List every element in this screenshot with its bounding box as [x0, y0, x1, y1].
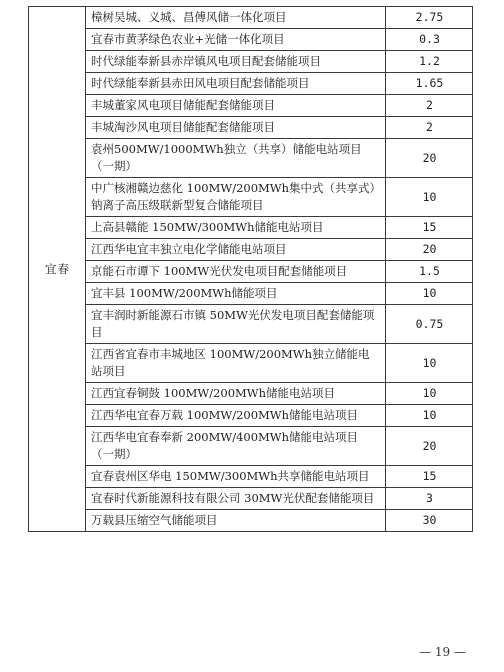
project-name-cell: 宜丰县 100MW/200MWh储能项目: [86, 283, 386, 305]
capacity-value-cell: 2: [386, 117, 473, 139]
capacity-value-cell: 10: [386, 383, 473, 405]
project-name-cell: 江西省宜春市丰城地区 100MW/200MWh独立储能电站项目: [86, 344, 386, 383]
project-name-cell: 江西宜春铜鼓 100MW/200MWh储能电站项目: [86, 383, 386, 405]
capacity-value-cell: 10: [386, 178, 473, 217]
capacity-value-cell: 10: [386, 405, 473, 427]
project-name-cell: 万载县压缩空气储能项目: [86, 510, 386, 532]
table-row: [29, 383, 473, 405]
table-row: [29, 117, 473, 139]
table-row: [29, 283, 473, 305]
capacity-value-cell: 10: [386, 283, 473, 305]
project-name-cell: 丰城淘沙风电项目储能配套储能项目: [86, 117, 386, 139]
capacity-value-cell: 1.5: [386, 261, 473, 283]
capacity-value-cell: 15: [386, 466, 473, 488]
table-row: [29, 73, 473, 95]
project-table: [28, 6, 473, 532]
table-row: [29, 95, 473, 117]
project-name-cell: 中广核湘赣边慈化 100MW/200MWh集中式（共享式）钠离子高压级联新型复合储能项目: [86, 178, 386, 217]
project-name-cell: 江西华电宜春奉新 200MW/400MWh储能电站项目（一期）: [86, 427, 386, 466]
capacity-value-cell: 20: [386, 239, 473, 261]
capacity-value-cell: 15: [386, 217, 473, 239]
project-name-cell: 京能石市谭下 100MW光伏发电项目配套储能项目: [86, 261, 386, 283]
table-row: [29, 466, 473, 488]
project-name-cell: 宜春袁州区华电 150MW/300MWh共享储能电站项目: [86, 466, 386, 488]
table-row: [29, 7, 473, 29]
page-number: — 19 —: [419, 645, 466, 659]
project-name-cell: 丰城董家风电项目储能配套储能项目: [86, 95, 386, 117]
project-name-cell: 江西华电宜丰独立电化学储能电站项目: [86, 239, 386, 261]
table-row: [29, 405, 473, 427]
capacity-value-cell: 2: [386, 95, 473, 117]
project-name-cell: 时代绿能奉新县赤岸镇风电项目配套储能项目: [86, 51, 386, 73]
capacity-value-cell: 2.75: [386, 7, 473, 29]
project-name-cell: 宜春市黄茅绿色农业+光储一体化项目: [86, 29, 386, 51]
table-row: [29, 51, 473, 73]
region-cell: 宜春: [29, 7, 86, 532]
project-name-cell: 上高县赣能 150MW/300MWh储能电站项目: [86, 217, 386, 239]
capacity-value-cell: 20: [386, 139, 473, 178]
table-row: [29, 217, 473, 239]
capacity-value-cell: 0.3: [386, 29, 473, 51]
capacity-value-cell: 20: [386, 427, 473, 466]
capacity-value-cell: 1.65: [386, 73, 473, 95]
project-name-cell: 江西华电宜春万载 100MW/200MWh储能电站项目: [86, 405, 386, 427]
project-name-cell: 宜丰润时新能源石市镇 50MW光伏发电项目配套储能项目: [86, 305, 386, 344]
capacity-value-cell: 1.2: [386, 51, 473, 73]
project-name-cell: 宜春时代新能源科技有限公司 30MW光伏配套储能项目: [86, 488, 386, 510]
table-row: [29, 488, 473, 510]
project-name-cell: 樟树吴城、义城、昌傅风储一体化项目: [86, 7, 386, 29]
table-body: [29, 7, 473, 532]
table-row: [29, 344, 473, 383]
capacity-value-cell: 10: [386, 344, 473, 383]
table-row: [29, 139, 473, 178]
table-row: [29, 178, 473, 217]
table-row: [29, 305, 473, 344]
table-row: [29, 239, 473, 261]
capacity-value-cell: 0.75: [386, 305, 473, 344]
project-name-cell: 袁州500MW/1000MWh独立（共享）储能电站项目（一期）: [86, 139, 386, 178]
capacity-value-cell: 30: [386, 510, 473, 532]
table-row: [29, 261, 473, 283]
table-row: [29, 29, 473, 51]
table-row: [29, 510, 473, 532]
project-name-cell: 时代绿能奉新县赤田风电项目配套储能项目: [86, 73, 386, 95]
capacity-value-cell: 3: [386, 488, 473, 510]
table-row: [29, 427, 473, 466]
